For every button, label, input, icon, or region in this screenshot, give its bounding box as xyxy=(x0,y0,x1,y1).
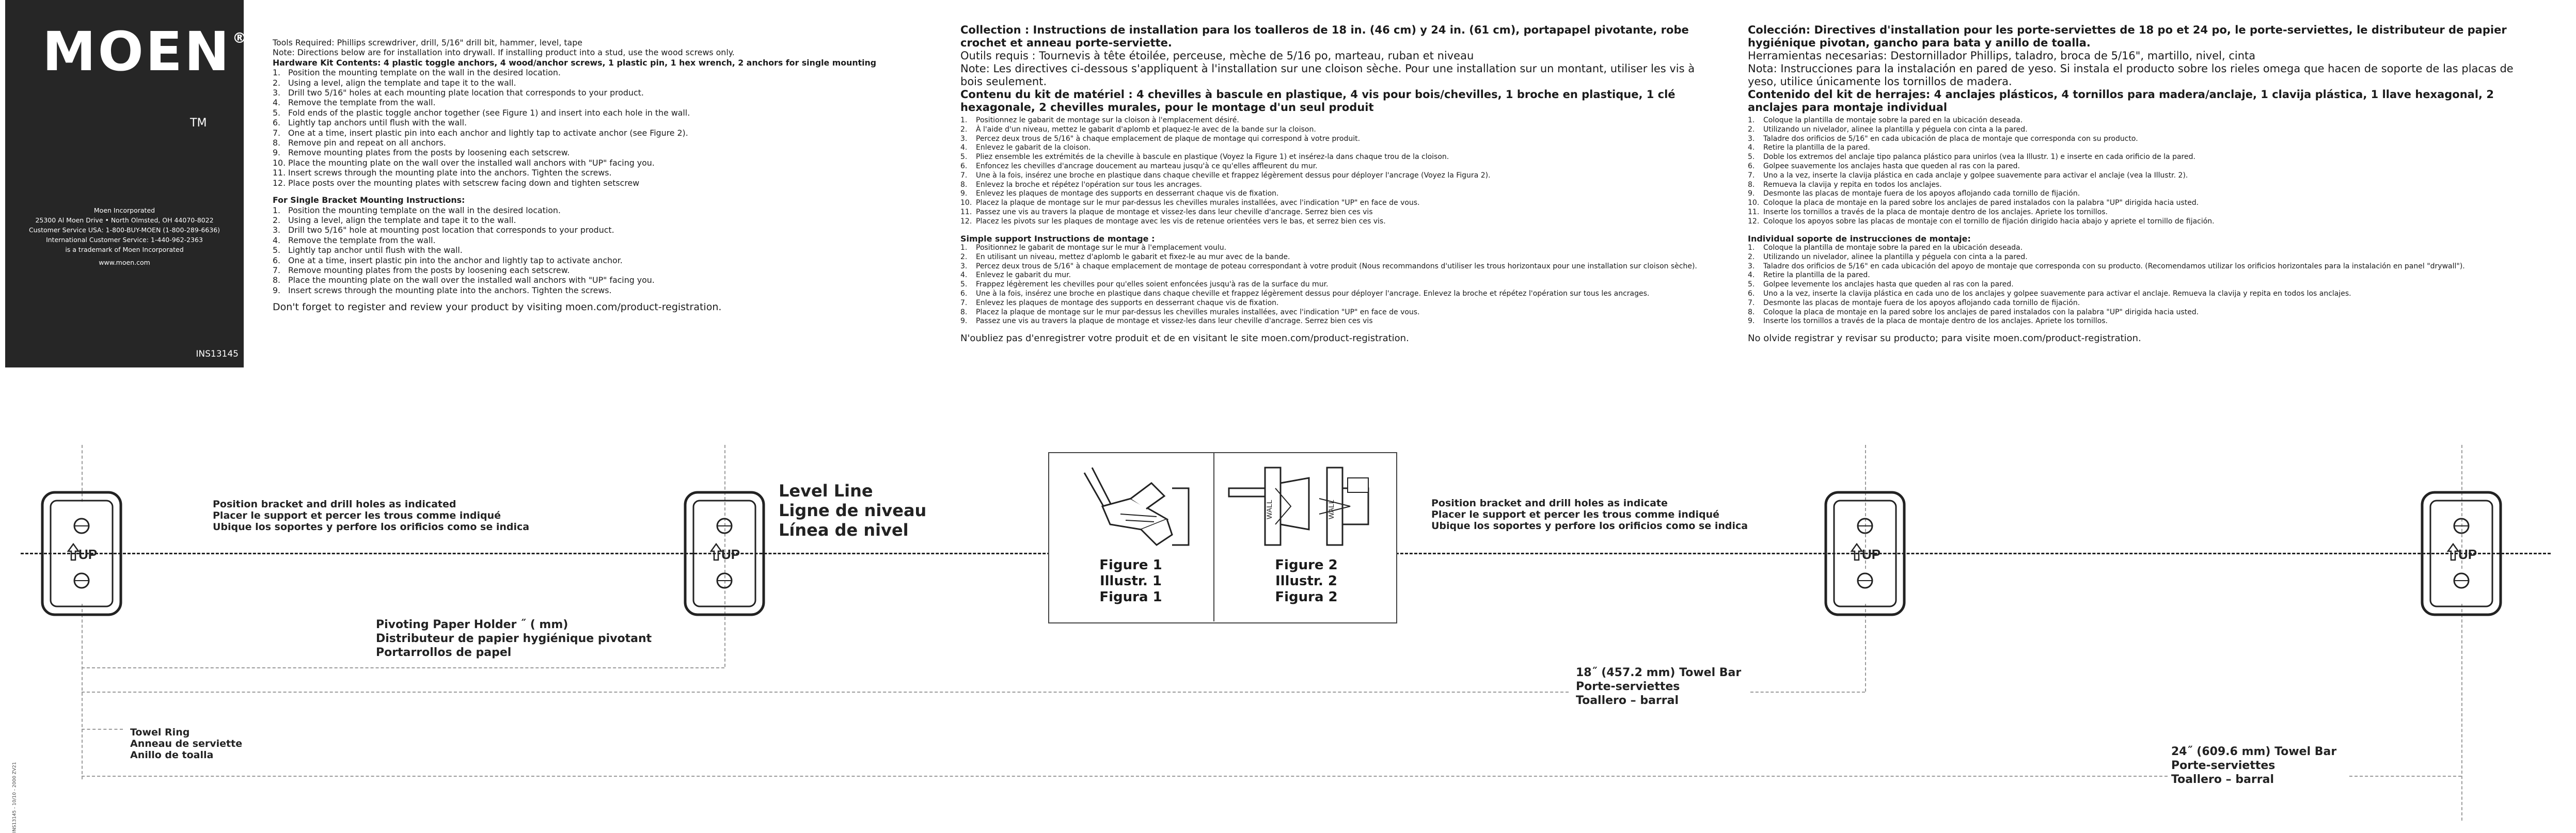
company-line: Customer Service USA: 1-800-BUY-MOEN (1-800-289-6636) xyxy=(28,226,220,234)
step-number: 1. xyxy=(1748,243,1755,252)
step-item xyxy=(273,148,923,157)
step-text: Remove mounting plates from the posts by loosening each setscrew. xyxy=(288,265,570,275)
single-step-list xyxy=(1748,244,2522,326)
position-instructions-left: Position bracket and drill holes as indicated Placer le support et percer les trous comme indiqué Ubique los soportes y perfore los orificios como se indica xyxy=(213,499,530,533)
step-text: Insert screws through the mounting plate into the anchors. Tighten the screws. xyxy=(288,168,612,178)
towel-bar-24-label: 24˝ (609.6 mm) Towel Bar Porte-serviettes Toallero – barral xyxy=(2171,745,2337,786)
anchor-fold-illustration xyxy=(1053,457,1208,555)
step-text: Remove pin and repeat on all anchors. xyxy=(288,138,446,148)
step-item xyxy=(273,68,923,77)
step-item xyxy=(273,205,923,215)
step-list xyxy=(273,68,923,188)
figure-divider xyxy=(1213,452,1214,621)
step-number: 3. xyxy=(960,262,968,270)
svg-text:UP: UP xyxy=(1862,547,1881,562)
step-number: 6. xyxy=(1748,162,1755,170)
step-text: One at a time, insert plastic pin into each anchor and lightly tap to activate anchor (see Figure 2). xyxy=(288,127,688,138)
step-number: 8. xyxy=(273,275,281,285)
step-number: 4. xyxy=(1748,143,1755,152)
step-number: 4. xyxy=(960,271,968,280)
single-title: Individual soporte de instrucciones de montaje: xyxy=(1748,233,1971,244)
step-number: 3. xyxy=(273,88,281,98)
step-item xyxy=(273,275,923,285)
step-item xyxy=(273,265,923,275)
step-number: 8. xyxy=(960,308,968,316)
mounting-bracket-4 xyxy=(2420,490,2503,617)
leader-pivoting xyxy=(82,667,724,668)
step-text: Enlevez les plaques de montage des supports en desserrant chaque vis de fixation. xyxy=(976,189,1279,198)
step-number: 10. xyxy=(960,199,972,207)
step-number: 6. xyxy=(273,255,281,265)
step-number: 9. xyxy=(960,317,968,326)
step-number: 2. xyxy=(960,125,968,134)
step-text: Enlevez la broche et répétez l'opération sur tous les ancrages. xyxy=(976,180,1202,189)
register-note: Don't forget to register and review your product by visiting moen.com/product-registration. xyxy=(273,301,722,313)
step-text: One at a time, insert plastic pin into the anchor and lightly tap to activate anchor. xyxy=(288,255,623,265)
step-text: Desmonte las placas de montaje fuera de los apoyos aflojando cada tornillo de fijación. xyxy=(1763,298,2080,307)
step-item xyxy=(960,171,1704,181)
step-list xyxy=(960,116,1704,227)
guide-vertical xyxy=(1865,604,1866,692)
step-number: 8. xyxy=(1748,180,1755,189)
leader-18-bar xyxy=(82,692,1569,693)
step-text: Remove mounting plates from the posts by loosening each setscrew. xyxy=(288,148,570,158)
step-list xyxy=(1748,116,2522,227)
step-item xyxy=(960,208,1704,217)
step-number: 9. xyxy=(273,148,281,158)
step-item xyxy=(273,88,923,98)
level-line-label: Level Line Ligne de niveau Línea de nivel xyxy=(779,481,927,540)
step-text: Desmonte las placas de montaje fuera de los apoyos aflojando cada tornillo de fijación. xyxy=(1763,189,2080,198)
step-number: 2. xyxy=(273,77,281,88)
step-item xyxy=(1748,299,2522,308)
note: Note: Directions below are for installation into drywall. If installing product into a stud, use the wood screws only. xyxy=(273,47,735,58)
step-item xyxy=(1748,116,2522,125)
position-instructions-right: Position bracket and drill holes as indicate Placer le support et percer les trous comme indiqué Ubique los soportes y perfore los orificios como se indica xyxy=(1431,498,1748,532)
step-number: 11. xyxy=(1748,207,1760,216)
step-item xyxy=(273,235,923,245)
step-item xyxy=(960,308,1704,317)
step-text: Using a level, align the template and tape it to the wall. xyxy=(288,215,516,225)
step-item xyxy=(1748,171,2522,181)
step-number: 2. xyxy=(960,252,968,261)
mounting-bracket-2 xyxy=(683,490,766,617)
step-item xyxy=(960,199,1704,208)
step-item xyxy=(273,78,923,88)
step-number: 8. xyxy=(273,138,281,148)
step-number: 5. xyxy=(960,280,968,289)
step-number: 1. xyxy=(960,243,968,252)
step-text: Passez une vis au travers la plaque de montage et vissez-les dans leur cheville d'ancrage. Serrez bien ces vis xyxy=(976,207,1373,216)
step-number: 7. xyxy=(960,298,968,307)
step-text: Enfoncez les chevilles d'ancrage doucement au marteau jusqu'à ce qu'elles affleurent du mur. xyxy=(976,162,1318,170)
leader-24-bar xyxy=(82,776,2168,777)
step-number: 7. xyxy=(1748,171,1755,180)
pivoting-holder-label: Pivoting Paper Holder ˝ ( mm) Distributeur de papier hygiénique pivotant Portarrollos de papel xyxy=(376,618,652,659)
step-item xyxy=(960,153,1704,162)
step-text: Frappez légèrement les chevilles pour qu'elles soient enfoncées jusqu'à ras de la surface du mur. xyxy=(976,280,1329,289)
register-note: N'oubliez pas d'enregistrer votre produit et de en visitant le site moen.com/product-registration. xyxy=(960,333,1409,344)
step-item xyxy=(960,244,1704,253)
step-number: 12. xyxy=(273,178,286,188)
step-text: Drill two 5/16" hole at mounting post location that corresponds to your product. xyxy=(288,225,614,235)
step-text: Placez les pivots sur les plaques de montage avec les vis de retenue orientées vers le bas, et serrez bien ces vis. xyxy=(976,217,1386,226)
english-instructions xyxy=(273,38,923,313)
tools-required: Herramientas necesarias: Destornillador Phillips, taladro, broca de 5/16", martillo, nivel, cinta xyxy=(1748,50,2256,62)
step-text: Remove the template from the wall. xyxy=(288,235,436,245)
step-item xyxy=(960,181,1704,190)
step-number: 3. xyxy=(960,134,968,143)
step-item xyxy=(273,98,923,107)
step-item xyxy=(960,135,1704,144)
step-text: Placez la plaque de montage sur le mur par-dessus les chevilles murales installées, avec l'indication "UP" en face de vous. xyxy=(976,199,1420,207)
step-number: 3. xyxy=(1748,134,1755,143)
step-number: 6. xyxy=(273,118,281,128)
side-code: INS13145 - 10/10 - 2000 ZV21 xyxy=(12,762,18,833)
french-instructions xyxy=(960,24,1704,344)
figure-1-caption: Figure 1 Illustr. 1 Figura 1 xyxy=(1099,557,1162,605)
step-text: Lightly tap anchor until flush with the wall. xyxy=(288,245,463,255)
guide-vertical xyxy=(2461,604,2462,821)
step-number: 10. xyxy=(1748,199,1760,207)
tools-required: Outils requis : Tournevis à tête étoilée, perceuse, mèche de 5/16 po, marteau, ruban et niveau xyxy=(960,50,1474,62)
step-number: 1. xyxy=(273,68,281,78)
step-item xyxy=(1748,317,2522,326)
towel-ring-label: Towel Ring Anneau de serviette Anillo de toalla xyxy=(130,727,243,761)
step-text: Inserte los tornillos a través de la placa de montaje dentro de los anclajes. Apriete los tornillos. xyxy=(1763,317,2108,326)
step-text: Coloque los apoyos sobre las placas de montaje con el tornillo de fijación dirigido hacia abajo y apriete el tornillo de fijación. xyxy=(1763,217,2215,226)
svg-text:WALL: WALL xyxy=(1265,500,1273,519)
step-number: 4. xyxy=(273,98,281,108)
step-number: 9. xyxy=(1748,317,1755,326)
step-number: 6. xyxy=(1748,289,1755,298)
step-item xyxy=(1748,189,2522,199)
step-text: Placez la plaque de montage sur le mur par-dessus les chevilles murales installées, avec l'indication "UP" en face de vous. xyxy=(976,308,1420,316)
single-step-list xyxy=(960,244,1704,326)
leader-18-bar-right xyxy=(1750,692,1865,693)
single-step-list xyxy=(273,205,923,296)
leader-towel-ring xyxy=(82,729,123,730)
step-item xyxy=(1748,262,2522,271)
step-item xyxy=(273,245,923,255)
step-item xyxy=(1748,280,2522,290)
step-item xyxy=(960,253,1704,262)
step-number: 4. xyxy=(960,143,968,152)
tools-required: Tools Required: Phillips screwdriver, drill, 5/16" drill bit, hammer, level, tape xyxy=(273,38,582,47)
step-text: Place the mounting plate on the wall over the installed wall anchors with "UP" facing you. xyxy=(288,157,655,168)
mounting-bracket-1 xyxy=(40,490,123,617)
instruction-code: INS13145 xyxy=(196,349,239,359)
step-number: 2. xyxy=(1748,252,1755,261)
step-text: Coloque la plantilla de montaje sobre la pared en la ubicación deseada. xyxy=(1763,116,2023,124)
towel-bar-18-label: 18˝ (457.2 mm) Towel Bar Porte-serviettes Toallero – barral xyxy=(1576,666,1742,707)
collection-title: Collection : Instructions de installation para los toalleros de 18 in. (46 cm) y 24 in. (61 cm), portapapel pivotante, robe crochet et anneau porte-serviette. xyxy=(960,24,1689,49)
step-item xyxy=(1748,308,2522,317)
step-number: 5. xyxy=(1748,153,1755,162)
step-number: 3. xyxy=(1748,262,1755,270)
step-text: Positionnez le gabarit de montage sur le mur à l'emplacement voulu. xyxy=(976,243,1227,252)
step-item xyxy=(1748,153,2522,162)
step-number: 5. xyxy=(273,245,281,255)
step-text: Positionnez le gabarit de montage sur la cloison à l'emplacement désiré. xyxy=(976,116,1239,124)
step-text: Taladre dos orificios de 5/16" en cada ubicación de placa de montaje que corresponda con su producto. xyxy=(1763,134,2138,143)
step-item xyxy=(960,116,1704,125)
kit-contents: Contenu du kit de matériel : 4 chevilles à bascule en plastique, 4 vis pour bois/chevilles, 1 broche en plastique, 1 clé hexagonale, 2 chevilles murales, pour le montage d'un seul produit xyxy=(960,88,1676,114)
step-item xyxy=(960,299,1704,308)
step-text: Percez deux trous de 5/16" à chaque emplacement de plaque de montage qui correspond à votre produit. xyxy=(976,134,1361,143)
step-number: 5. xyxy=(960,153,968,162)
company-line: is a trademark of Moen Incorporated xyxy=(65,246,184,253)
step-item xyxy=(273,178,923,188)
step-item xyxy=(960,280,1704,290)
step-number: 9. xyxy=(273,285,281,295)
trademark-mark: TM xyxy=(190,117,207,130)
step-number: 5. xyxy=(273,107,281,118)
step-number: 6. xyxy=(960,289,968,298)
kit-contents: Hardware Kit Contents: 4 plastic toggle anchors, 4 wood/anchor screws, 1 plastic pin, 1 hex wrench, 2 anchors for single mounting xyxy=(273,57,877,68)
step-text: Coloque la placa de montaje en la pared sobre los anclajes de pared instalados con la palabra "UP" dirigida hacia usted. xyxy=(1763,199,2199,207)
anchor-pin-illustration xyxy=(1219,457,1389,555)
step-number: 6. xyxy=(960,162,968,170)
step-item xyxy=(1748,253,2522,262)
step-item xyxy=(273,158,923,168)
step-item xyxy=(1748,143,2522,153)
step-text: Une à la fois, insérez une broche en plastique dans chaque cheville et frappez légèrement dessus pour déployer l'ancrage (Voyez la Figura 2). xyxy=(976,171,1491,180)
step-number: 10. xyxy=(273,157,286,168)
step-item xyxy=(1748,290,2522,299)
step-number: 12. xyxy=(1748,217,1760,226)
note: Nota: Instrucciones para la instalación en pared de yeso. Si instala el producto sobre los rieles omega que hacen de soporte de las placas de yeso, utilice únicamente los tornillos de madera. xyxy=(1748,62,2514,88)
step-text: Doble los extremos del anclaje tipo palanca plástico para unirlos (vea la Illustr. 1) e inserte en cada orificio de la pared. xyxy=(1763,153,2195,162)
step-text: Inserte los tornillos a través de la placa de montaje dentro de los anclajes. Apriete los tornillos. xyxy=(1763,207,2108,216)
step-number: 3. xyxy=(273,225,281,235)
brand-panel xyxy=(5,0,249,367)
register-note: No olvide registrar y revisar su producto; para visite moen.com/product-registration. xyxy=(1748,333,2141,344)
company-line: International Customer Service: 1-440-962-2363 xyxy=(46,236,203,244)
moen-logo: MOEN® xyxy=(42,20,249,83)
step-item xyxy=(1748,125,2522,135)
step-text: Fold ends of the plastic toggle anchor together (see Figure 1) and insert into each hole in the wall. xyxy=(288,107,690,118)
step-item xyxy=(273,138,923,148)
svg-text:UP: UP xyxy=(721,547,740,562)
step-text: Lightly tap anchors until flush with the wall. xyxy=(288,118,467,128)
mounting-bracket-3 xyxy=(1824,490,1906,617)
svg-text:UP: UP xyxy=(2458,547,2477,562)
step-text: Remueva la clavija y repita en todos los anclajes. xyxy=(1763,180,1942,189)
step-text: Enlevez le gabarit de la cloison. xyxy=(976,143,1091,152)
step-text: Drill two 5/16" holes at each mounting plate location that corresponds to your product. xyxy=(288,88,644,98)
step-item xyxy=(1748,162,2522,171)
step-item xyxy=(1748,271,2522,280)
step-item xyxy=(273,118,923,127)
step-item xyxy=(1748,244,2522,253)
step-text: Retire la plantilla de la pared. xyxy=(1763,271,1870,280)
step-text: À l'aide d'un niveau, mettez le gabarit d'aplomb et plaquez-le avec de la bande sur la cloison. xyxy=(976,125,1316,134)
step-item xyxy=(1748,181,2522,190)
step-text: Position the mounting template on the wall in the desired location. xyxy=(288,68,561,78)
step-item xyxy=(273,128,923,138)
step-number: 1. xyxy=(273,205,281,215)
step-text: Coloque la placa de montaje en la pared sobre los anclajes de pared instalados con la palabra "UP" dirigida hacia usted. xyxy=(1763,308,2199,316)
step-item xyxy=(273,225,923,235)
step-item xyxy=(960,143,1704,153)
step-text: Remove the template from the wall. xyxy=(288,98,436,108)
step-item xyxy=(960,189,1704,199)
svg-text:UP: UP xyxy=(78,547,98,562)
step-item xyxy=(273,215,923,225)
step-number: 9. xyxy=(960,189,968,198)
step-text: Coloque la plantilla de montaje sobre la pared en la ubicación deseada. xyxy=(1763,243,2023,252)
step-text: Pliez ensemble les extrémités de la cheville à bascule en plastique (Voyez la Figure 1) et insérez-la dans chaque trou de la cloison. xyxy=(976,153,1449,162)
step-item xyxy=(960,290,1704,299)
company-line: 25300 Al Moen Drive • North Olmsted, OH 44070-8022 xyxy=(35,216,214,224)
company-info xyxy=(5,205,244,267)
step-number: 7. xyxy=(960,171,968,180)
step-text: En utilisant un niveau, mettez d'aplomb le gabarit et fixez-le au mur avec de la bande. xyxy=(976,252,1290,261)
collection-title: Colección: Directives d'installation pour les porte-serviettes de 18 po et 24 po, le porte-serviettes, le distributeur de papier hygiénique pivotan, gancho para bata y anillo de toalla. xyxy=(1748,24,2507,49)
step-text: Place posts over the mounting plates with setscrew facing down and tighten setscrew xyxy=(288,178,640,188)
step-text: Utilizando un nivelador, alinee la plantilla y péguela con cinta a la pared. xyxy=(1763,125,2028,134)
step-text: Une à la fois, insérez une broche en plastique dans chaque cheville et frappez légèrement dessus pour déployer l'ancrage. Enlevez la broche et répétez l'opération sur tous les ancrages. xyxy=(976,289,1650,298)
step-number: 2. xyxy=(1748,125,1755,134)
step-text: Using a level, align the template and tape it to the wall. xyxy=(288,77,516,88)
step-text: Taladre dos orificios de 5/16" en cada ubicación del apoyo de montaje que corresponda con su producto. (Recomendamos utilizar los orificios horizontales para la instalación en panel "drywall"). xyxy=(1763,262,2465,270)
step-number: 12. xyxy=(960,217,972,226)
step-item xyxy=(273,108,923,118)
step-item xyxy=(273,285,923,295)
step-text: Golpee suavemente los anclajes hasta que queden al ras con la pared. xyxy=(1763,162,2020,170)
step-text: Insert screws through the mounting plate into the anchors. Tighten the screws. xyxy=(288,285,612,295)
step-text: Position the mounting template on the wall in the desired location. xyxy=(288,205,561,215)
step-text: Uno a la vez, inserte la clavija plástica en cada uno de los anclajes y golpee suavemente para activar el anclaje. Remueva la clavija y repita en todos los anclajes. xyxy=(1763,289,2351,298)
step-item xyxy=(1748,199,2522,208)
step-text: Uno a la vez, inserte la clavija plástica en cada anclaje y golpee suavemente para activar el anclaje (vea la Illustr. 2). xyxy=(1763,171,2188,180)
step-number: 4. xyxy=(273,235,281,245)
step-number: 7. xyxy=(273,127,281,138)
step-item xyxy=(960,125,1704,135)
step-text: Percez deux trous de 5/16" à chaque emplacement de montage de poteau correspondant à votre produit (Nous recommandons d'utiliser les trous horizontaux pour une installation sur cloison sèche). xyxy=(976,262,1697,270)
single-title: Simple support Instructions de montage : xyxy=(960,233,1155,244)
step-text: Enlevez les plaques de montage des supports en desserrant chaque vis de fixation. xyxy=(976,298,1279,307)
step-item xyxy=(960,271,1704,280)
svg-text:WALL: WALL xyxy=(1327,500,1335,519)
step-number: 1. xyxy=(960,116,968,124)
step-number: 8. xyxy=(1748,308,1755,316)
figure-2-caption: Figure 2 Illustr. 2 Figura 2 xyxy=(1275,557,1338,605)
step-text: Place the mounting plate on the wall over the installed wall anchors with "UP" facing you. xyxy=(288,275,655,285)
step-number: 9. xyxy=(1748,189,1755,198)
step-number: 7. xyxy=(1748,298,1755,307)
step-item xyxy=(960,317,1704,326)
step-item xyxy=(960,262,1704,271)
step-text: Golpee levemente los anclajes hasta que queden al ras con la pared. xyxy=(1763,280,2014,289)
step-text: Passez une vis au travers la plaque de montage et vissez-les dans leur cheville d'ancrage. Serrez bien ces vis xyxy=(976,317,1373,326)
step-number: 11. xyxy=(960,207,972,216)
company-line: Moen Incorporated xyxy=(93,206,155,214)
step-text: Utilizando un nivelador, alinee la plantilla y péguela con cinta a la pared. xyxy=(1763,252,2028,261)
step-item xyxy=(960,162,1704,171)
step-item xyxy=(1748,217,2522,227)
step-text: Enlevez le gabarit du mur. xyxy=(976,271,1071,280)
step-text: Retire la plantilla de la pared. xyxy=(1763,143,1870,152)
step-number: 1. xyxy=(1748,116,1755,124)
step-item xyxy=(960,217,1704,227)
step-number: 4. xyxy=(1748,271,1755,280)
step-number: 5. xyxy=(1748,280,1755,289)
step-number: 8. xyxy=(960,180,968,189)
single-title: For Single Bracket Mounting Instructions: xyxy=(273,195,465,205)
company-url: www.moen.com xyxy=(99,259,150,266)
step-item xyxy=(273,168,923,178)
spanish-instructions xyxy=(1748,24,2522,344)
step-item xyxy=(1748,208,2522,217)
step-number: 11. xyxy=(273,168,286,178)
step-number: 7. xyxy=(273,265,281,275)
leader-24-bar-right xyxy=(2349,776,2461,777)
kit-contents: Contenido del kit de herrajes: 4 anclajes plásticos, 4 tornillos para madera/anclaje, 1 clavija plástica, 1 llave hexagonal, 2 anclajes para montaje individual xyxy=(1748,88,2494,114)
step-number: 2. xyxy=(273,215,281,225)
step-item xyxy=(273,255,923,265)
step-item xyxy=(1748,135,2522,144)
note: Note: Les directives ci-dessous s'appliquent à l'installation sur une cloison sèche. Pour une installation sur un montant, utiliser les vis à bois seulement. xyxy=(960,62,1695,88)
